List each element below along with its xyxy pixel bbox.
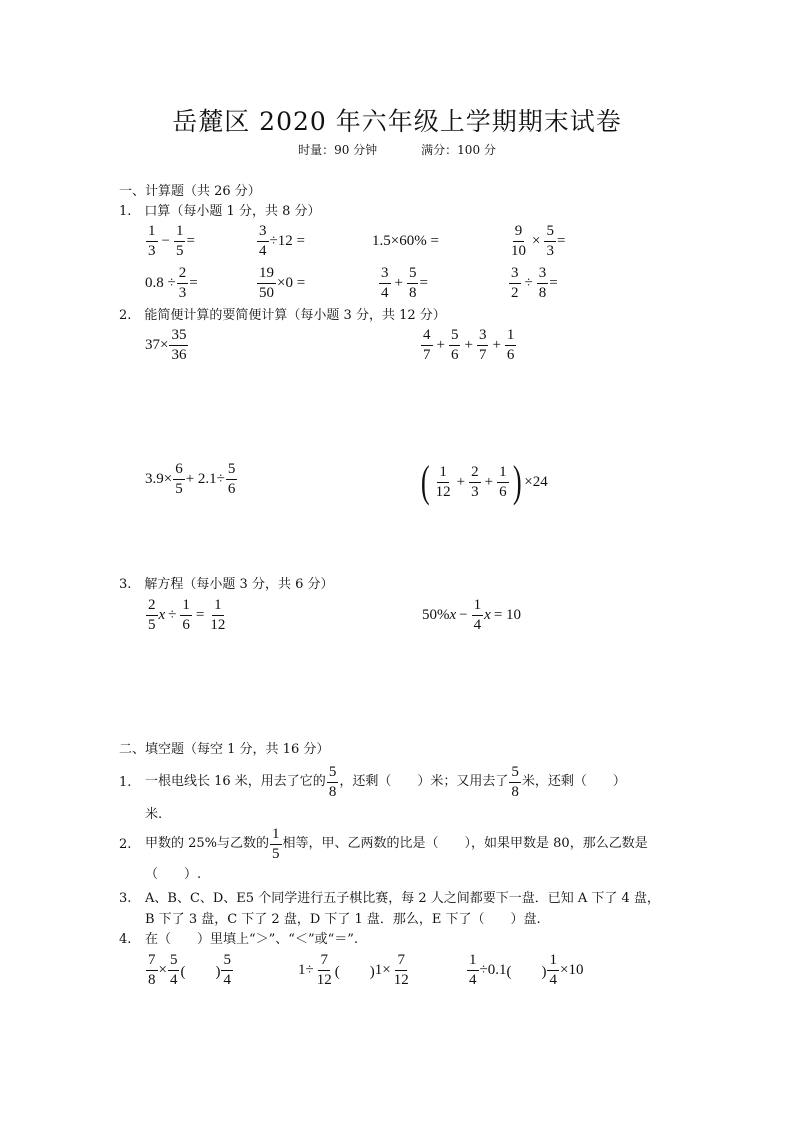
fraction: $\frac{7}{8}$	[148, 952, 156, 988]
fraction: $\frac{3}{4}$	[259, 223, 267, 259]
fraction: $\frac{1}{6}$	[182, 597, 190, 633]
section1-heading: 一、计算题（共 26 分）	[119, 184, 261, 199]
fill-q4-text: 在（ ）里填上“＞”、“＜”或“＝”.	[145, 932, 359, 947]
fraction: $\frac{1}{4}$	[549, 952, 557, 988]
oral-calc-3: 1.5×60% =	[372, 233, 439, 249]
fraction: 5 8	[511, 763, 519, 800]
fraction: $\frac{9}{10}$	[511, 223, 526, 259]
fraction: $\frac{1}{12}$	[210, 597, 226, 633]
fraction: $\frac{3}{8}$	[538, 265, 547, 301]
fraction: $\frac{4}{7}$	[423, 327, 431, 363]
fraction: $\frac{7}{12}$	[393, 952, 409, 988]
fill-q1-number: 1.	[119, 775, 132, 790]
fill-q4-number: 4.	[119, 932, 132, 947]
fill-q1-line1: 一根电线长 16 米，用去了它的 5 8 ，还剩（ ）米；又用去了 5 8 米，还剩（ ）	[145, 763, 626, 800]
fraction: $\frac{3}{7}$	[478, 327, 487, 363]
exam-info	[0, 141, 794, 158]
answer-blank: ( )	[506, 964, 547, 980]
fraction: $\frac{5}{6}$	[227, 461, 236, 497]
fraction: $\frac{1}{6}$	[506, 327, 515, 363]
answer-blank: ( )	[180, 964, 221, 980]
fraction: $\frac{1}{4}$	[469, 952, 477, 988]
oral-calc-7: $\frac{3}{4}$ + $\frac{5}{8}$ =	[381, 265, 428, 301]
oral-calc-1: $\frac{1}{3}$ − $\frac{1}{5}$ =	[148, 223, 195, 259]
fill-q2-number: 2.	[119, 837, 132, 852]
simplify-expr-3: 3.9× $\frac{6}{5}$ + 2.1÷ $\frac{5}{6}$	[145, 461, 236, 497]
q1-label: 1. 口算（每小题 1 分，共 8 分）	[119, 204, 321, 219]
equation-1: $\frac{2}{5}$ x ÷ $\frac{1}{6}$ = $\frac{1}{12}$	[148, 597, 226, 633]
fraction: $\frac{19}{50}$	[259, 265, 274, 301]
fraction: $\frac{35}{36}$	[171, 327, 187, 363]
oral-calc-6: $\frac{19}{50}$ ×0 =	[259, 265, 306, 301]
fraction: 1 5	[272, 825, 280, 862]
fill-q1-line2: 米.	[145, 807, 163, 822]
full-score: 满分：100 分	[421, 143, 496, 157]
fraction: $\frac{6}{5}$	[175, 461, 183, 497]
fraction: $\frac{2}{3}$	[178, 265, 187, 301]
fraction: 5 8	[328, 763, 337, 800]
simplify-expr-4: ( $\frac{1}{12}$ + $\frac{2}{3}$ + $\frac{1}{6}$ ) ×24	[420, 457, 548, 506]
oral-calc-5: 0.8 ÷ $\frac{2}{3}$ =	[145, 265, 198, 301]
fill-q2-line1: 甲数的 25%与乙数的 1 5 相等，甲、乙两数的比是（ ），如果甲数是 80，那么乙数是	[145, 825, 648, 862]
compare-3: $\frac{1}{4}$ ÷0.1 ( ) $\frac{1}{4}$ ×10	[469, 952, 584, 988]
simplify-expr-2: $\frac{4}{7}$ + $\frac{5}{6}$ + $\frac{3}{7}$ + $\frac{1}{6}$	[423, 327, 515, 363]
q2-label: 2. 能简便计算的要简便计算（每小题 3 分，共 12 分）	[119, 308, 446, 323]
fraction: $\frac{7}{12}$	[316, 952, 332, 988]
left-paren: (	[420, 457, 430, 506]
fraction: $\frac{5}{8}$	[408, 265, 417, 301]
fraction: $\frac{1}{5}$	[175, 223, 184, 259]
simplify-expr-1: 37× $\frac{35}{36}$	[145, 327, 187, 363]
fraction: $\frac{5}{3}$	[546, 223, 554, 259]
time-limit: 时量：90 分钟	[298, 143, 378, 157]
fraction: $\frac{1}{3}$	[148, 223, 156, 259]
fraction: $\frac{5}{6}$	[450, 327, 459, 363]
oral-calc-4: $\frac{9}{10}$ × $\frac{5}{3}$ =	[511, 223, 566, 259]
fraction: $\frac{1}{4}$	[473, 597, 482, 633]
oral-calc-2: $\frac{3}{4}$ ÷12 =	[259, 223, 305, 259]
fill-q3-number: 3.	[119, 891, 132, 906]
fraction: $\frac{1}{12}$	[435, 463, 451, 500]
fill-q3-line2: B 下了 3 盘，C 下了 2 盘，D 下了 1 盘．那么，E 下了（ ）盘.	[145, 912, 541, 927]
answer-blank: ( )	[334, 964, 375, 980]
fraction: $\frac{1}{6}$	[499, 463, 507, 500]
oral-calc-8: $\frac{3}{2}$ ÷ $\frac{3}{8}$ =	[511, 265, 558, 301]
fraction: $\frac{2}{3}$	[471, 463, 479, 500]
fill-q2-line2: （ ）.	[145, 867, 202, 882]
q3-label: 3. 解方程（每小题 3 分，共 6 分）	[119, 577, 334, 592]
equation-2: 50% x − $\frac{1}{4}$ x = 10	[422, 597, 522, 633]
fraction: $\frac{5}{4}$	[169, 952, 178, 988]
right-paren: )	[512, 457, 522, 506]
section2-heading: 二、填空题（每空 1 分，共 16 分）	[119, 742, 330, 757]
fill-q3-line1: A、B、C、D、E5 个同学进行五子棋比赛，每 2 人之间都要下一盘．已知 A 下了 4 盘，	[145, 891, 660, 906]
fraction: $\frac{5}{4}$	[223, 952, 231, 988]
fraction: $\frac{3}{2}$	[511, 265, 519, 301]
fraction: $\frac{3}{4}$	[381, 265, 389, 301]
compare-2: 1÷ $\frac{7}{12}$ ( ) 1× $\frac{7}{12}$	[298, 952, 409, 988]
compare-1: $\frac{7}{8}$ × $\frac{5}{4}$ ( ) $\frac{5}{4}$	[148, 952, 231, 988]
exam-title: 岳麓区 2020 年六年级上学期期末试卷	[172, 107, 622, 136]
fraction: $\frac{2}{5}$	[148, 597, 156, 633]
